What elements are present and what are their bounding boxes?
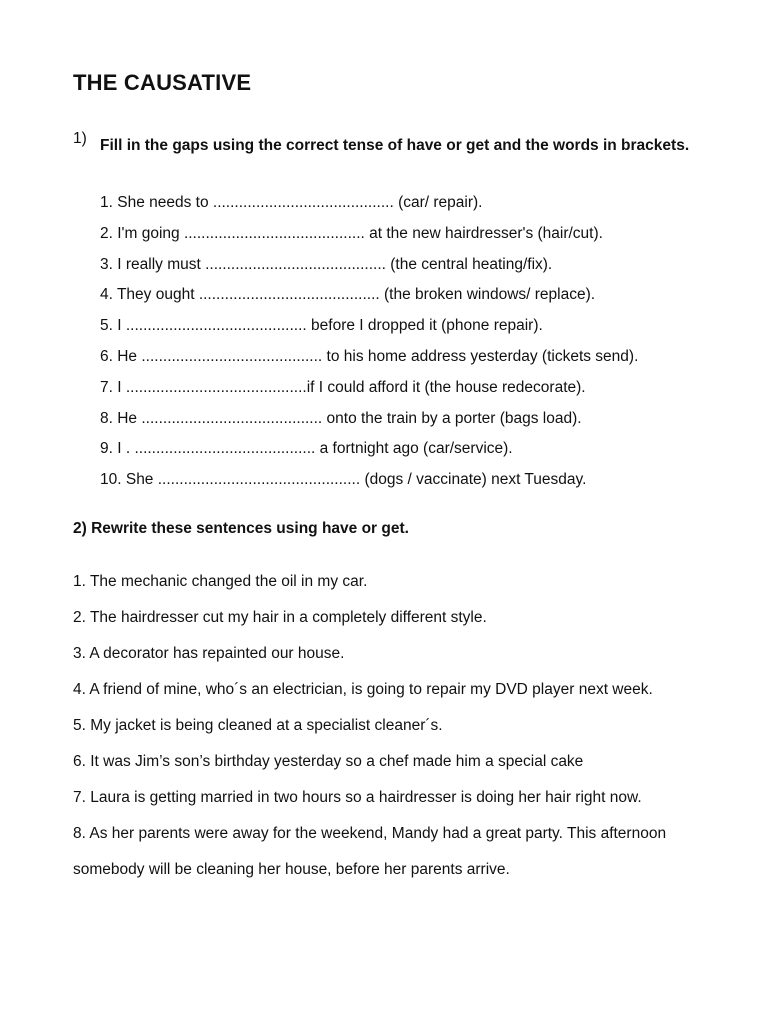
list-item: 2. I'm going .......................................... at the new hairdresser's (hair/cut). bbox=[100, 224, 603, 242]
list-item: 1. She needs to .......................................... (car/ repair). bbox=[100, 194, 483, 211]
section1-number: 1) bbox=[73, 130, 87, 147]
list-item: 2. The hairdresser cut my hair in a completely different style. bbox=[73, 609, 487, 626]
list-item: 10. She ............................................... (dogs / vaccinate) next Tuesday. bbox=[100, 471, 587, 489]
list-item: 5. I .......................................... before I dropped it (phone repair). bbox=[100, 317, 543, 335]
list-item: 8. As her parents were away for the weekend, Mandy had a great party. This afternoon somebody will be cleaning her house, before her parents arrive. bbox=[73, 825, 667, 878]
list-item: 7. I ..........................................if I could afford it (the house redecorate). bbox=[100, 378, 586, 396]
section2-exercise-list bbox=[73, 564, 713, 888]
list-item: 4. They ought .......................................... (the broken windows/ replace). bbox=[100, 286, 596, 304]
section2-instruction: 2) Rewrite these sentences using have or get. bbox=[73, 520, 409, 537]
list-item: 3. A decorator has repainted our house. bbox=[73, 645, 345, 662]
list-item: 7. Laura is getting married in two hours so a hairdresser is doing her hair right now. bbox=[73, 789, 642, 806]
list-item: 1. The mechanic changed the oil in my car. bbox=[73, 573, 368, 590]
list-item: 6. He .......................................... to his home address yesterday (tickets send). bbox=[100, 347, 639, 365]
list-item: 5. My jacket is being cleaned at a specialist cleaner´s. bbox=[73, 717, 443, 734]
section1-exercise-list bbox=[100, 193, 638, 501]
list-item: 3. I really must .......................................... (the central heating/fix). bbox=[100, 255, 553, 273]
list-item: 9. I . .......................................... a fortnight ago (car/service). bbox=[100, 440, 513, 458]
section1-instruction: Fill in the gaps using the correct tense of have or get and the words in brackets. bbox=[100, 137, 690, 154]
list-item: 8. He .......................................... onto the train by a porter (bags load). bbox=[100, 409, 582, 427]
page-title: THE CAUSATIVE bbox=[73, 70, 252, 95]
list-item: 6. It was Jim’s son’s birthday yesterday so a chef made him a special cake bbox=[73, 753, 584, 770]
list-item: 4. A friend of mine, who´s an electrician, is going to repair my DVD player next week. bbox=[73, 681, 653, 698]
